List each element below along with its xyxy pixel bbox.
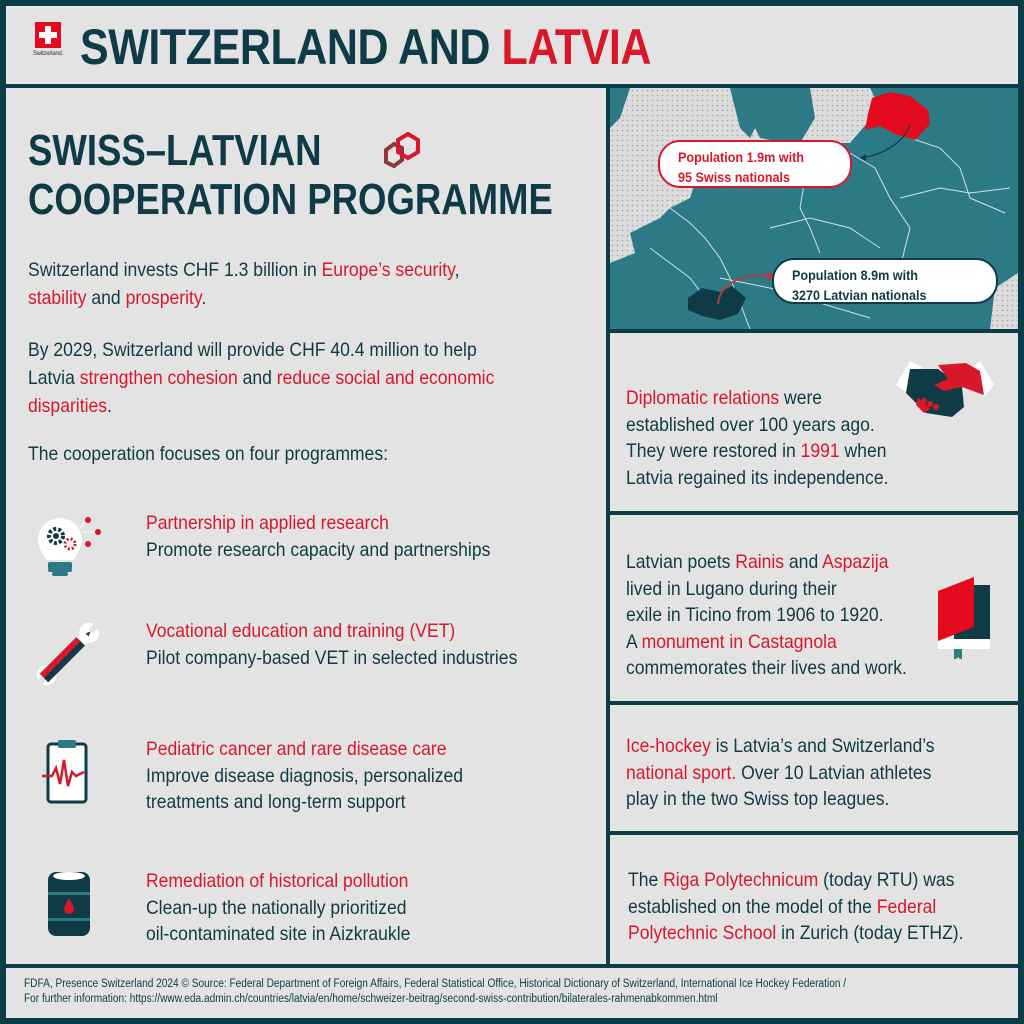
programme-desc-pollution-2: oil-contaminated site in Aizkraukle	[146, 923, 411, 945]
clipboard-heartbeat-icon	[36, 736, 116, 816]
highlight: Ice-hockey	[626, 735, 711, 757]
highlight: monument in Castagnola	[641, 630, 837, 653]
text: Over 10 Latvian athletes	[736, 761, 932, 784]
text: Switzerland invests CHF 1.3 billion in	[28, 259, 322, 281]
footer-link-line[interactable]: For further information: https://www.eda.admin.ch/countries/latvia/en/home/schweizer-beitrag/second-swiss-contribution/bilaterales-rahmenabkommen.html	[24, 993, 718, 1005]
text: were	[779, 387, 823, 409]
highlight: strengthen cohesion	[79, 367, 238, 389]
book-icon	[936, 573, 992, 659]
highlight: Federal	[876, 895, 937, 918]
highlight: reduce social and economic	[276, 367, 495, 389]
programme-desc-pollution-1: Clean-up the nationally prioritized	[146, 896, 407, 919]
programme-title-research: Partnership in applied research	[146, 512, 389, 534]
text: .	[107, 395, 112, 417]
text: when	[839, 440, 887, 462]
fact-text	[628, 867, 964, 947]
intro-focus: The cooperation focuses on four programmes:	[28, 443, 388, 465]
highlight: prosperity	[125, 287, 202, 309]
programme-desc-vet: Pilot company-based VET in selected industries	[146, 646, 518, 669]
text: .	[201, 287, 207, 309]
highlight: Europe’s security	[321, 259, 455, 281]
lightbulb-gears-icon	[36, 510, 116, 590]
programme-desc-pediatric-2: treatments and long-term support	[146, 791, 406, 813]
highlight: disparities	[28, 395, 108, 417]
text: (today RTU) was	[818, 869, 955, 891]
programme-item-pollution	[36, 868, 596, 958]
europe-map	[610, 88, 1018, 329]
highlight: Diplomatic relations	[626, 387, 780, 409]
programme-text	[146, 736, 614, 816]
text: and	[237, 367, 277, 389]
programme-title-pediatric: Pediatric cancer and rare disease care	[146, 738, 447, 760]
fact-diplomatic-relations	[610, 333, 1018, 511]
text: established over 100 years ago.	[626, 413, 875, 436]
text: By 2029, Switzerland will provide CHF 40.4 million to help	[28, 339, 477, 361]
text: commemorates their lives and work.	[626, 657, 907, 679]
fact-text	[626, 549, 907, 682]
swiss-flag-icon	[35, 22, 61, 48]
callout-line: Population 1.9m with	[678, 149, 805, 165]
text: is Latvia’s and Switzerland’s	[710, 735, 935, 757]
programme-text	[146, 868, 614, 948]
oil-barrel-icon	[36, 868, 116, 948]
text: play in the two Swiss top leagues.	[626, 788, 890, 810]
text: They were restored in	[626, 440, 801, 462]
fact-text	[626, 733, 935, 813]
text: Latvia	[28, 367, 80, 389]
intro-investment	[28, 256, 532, 312]
linked-chain-icon	[378, 130, 424, 174]
programme-text	[146, 510, 614, 563]
fact-riga-polytechnicum	[610, 835, 1018, 964]
programme-item-pediatric	[36, 736, 596, 826]
text: in Zurich (today ETHZ).	[776, 922, 964, 944]
pencil-wrench-icon	[36, 618, 116, 698]
fact-latvian-poets	[610, 515, 1018, 701]
text: Latvia regained its independence.	[626, 466, 889, 489]
page-title	[80, 14, 651, 80]
text: ,	[454, 259, 460, 281]
text: A	[626, 630, 642, 653]
programme-title-line2: COOPERATION PROGRAMME	[28, 175, 553, 224]
highlight: Rainis	[735, 551, 785, 573]
programme-item-research	[36, 510, 596, 600]
programme-text	[146, 618, 614, 671]
text: lived in Lugano during their	[626, 577, 837, 600]
title-switzerland: SWITZERLAND AND	[80, 19, 502, 75]
callout-line: 3270 Latvian nationals	[792, 287, 927, 303]
switzerland-highlight	[688, 286, 746, 320]
programme-title	[28, 126, 553, 224]
header	[6, 6, 1018, 84]
highlight: Riga Polytechnicum	[663, 869, 819, 891]
text: Latvian poets	[626, 551, 736, 573]
text: and	[86, 287, 126, 309]
latvia-population-callout	[658, 140, 852, 188]
footer-source-line: FDFA, Presence Switzerland 2024 © Source: Federal Department of Foreign Affairs, Federal Statistical Office, Historical Dictionary of Switzerland, International Ice Hockey Federation /	[24, 978, 847, 990]
switzerland-population-callout	[772, 258, 998, 304]
programme-desc-research: Promote research capacity and partnerships	[146, 538, 491, 561]
text: exile in Ticino from 1906 to 1920.	[626, 604, 884, 626]
handshake-icon	[892, 357, 998, 423]
title-latvia: LATVIA	[501, 19, 651, 75]
text: established on the model of the	[628, 895, 877, 918]
fact-text	[626, 385, 888, 491]
footer-sources	[6, 968, 1018, 1018]
callout-line: 95 Swiss nationals	[678, 169, 791, 185]
highlight: Aspazija	[822, 551, 889, 573]
fact-ice-hockey	[610, 705, 1018, 831]
programme-panel	[6, 88, 606, 964]
highlight: national sport.	[626, 761, 737, 784]
programme-title-vet: Vocational education and training (VET)	[146, 620, 456, 642]
logo-text: Switzerland.	[32, 51, 64, 57]
programme-item-vet	[36, 618, 596, 708]
highlight: Polytechnic School	[628, 922, 777, 944]
highlight: stability	[28, 287, 87, 309]
callout-line: Population 8.9m with	[792, 267, 919, 283]
latvia-highlight	[865, 92, 930, 140]
programme-desc-pediatric-1: Improve disease diagnosis, personalized	[146, 764, 464, 787]
programme-title-line1: SWISS–LATVIAN	[28, 126, 322, 175]
switzerland-logo	[30, 22, 66, 74]
intro-latvia-funding	[28, 336, 532, 420]
highlight: 1991	[800, 440, 840, 462]
programme-title-pollution: Remediation of historical pollution	[146, 870, 409, 892]
text: The	[628, 869, 664, 891]
text: and	[784, 551, 823, 573]
